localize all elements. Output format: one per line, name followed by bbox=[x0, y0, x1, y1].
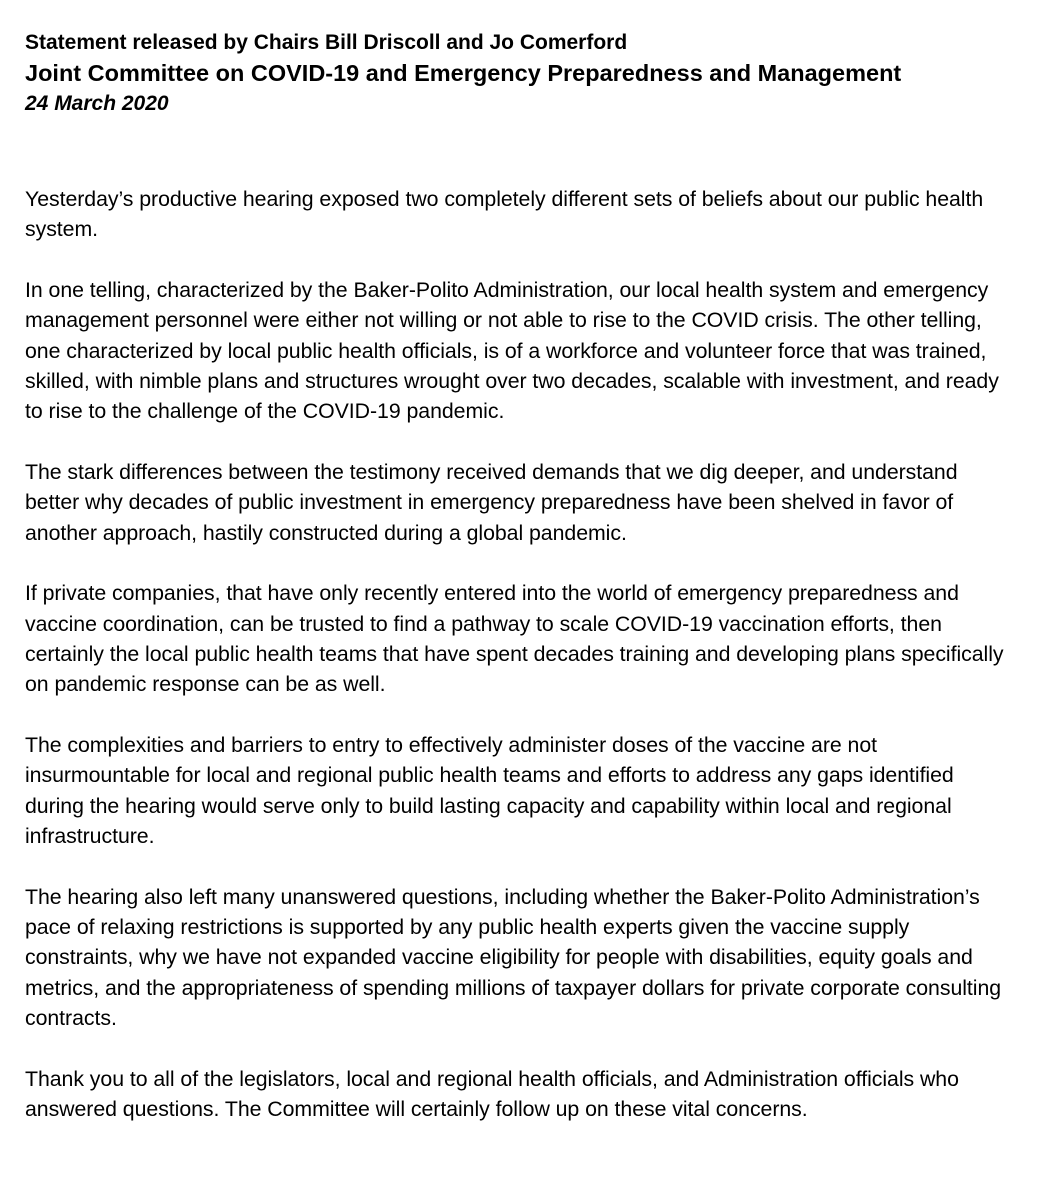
statement-header bbox=[25, 28, 1010, 118]
paragraph-2: In one telling, characterized by the Baker-Polito Administration, our local health system and emergency management personnel were either not willing or not able to rise to the COVID crisis. The other telling, one characterized by local public health officials, is of a workforce and volunteer force that was trained, skilled, with nimble plans and structures wrought over two decades, scalable with investment, and ready to rise to the challenge of the COVID-19 pandemic. bbox=[25, 278, 999, 424]
paragraph-7: Thank you to all of the legislators, local and regional health officials, and Administration officials who answered questions. The Committee will certainly follow up on these vital concerns. bbox=[25, 1066, 959, 1122]
paragraph-4: If private companies, that have only recently entered into the world of emergency preparedness and vaccine coordination, can be trusted to find a pathway to scale COVID-19 vaccination efforts, then certainly the local public health teams that have spent decades training and developing plans specifically on pandemic response can be as well. bbox=[25, 581, 1004, 697]
statement-attribution: Statement released by Chairs Bill Driscoll and Jo Comerford bbox=[25, 31, 628, 54]
paragraph-1: Yesterday’s productive hearing exposed two completely different sets of beliefs about our public health system. bbox=[25, 187, 984, 242]
committee-title: Joint Committee on COVID-19 and Emergency Preparedness and Management bbox=[25, 60, 902, 86]
statement-document bbox=[25, 28, 1010, 1124]
paragraph-6: The hearing also left many unanswered questions, including whether the Baker-Polito Administration’s pace of relaxing restrictions is supported by any public health experts given the vaccine supply constraints, why we have not expanded vaccine eligibility for people with disabilities, equity goals and metrics, and the appropriateness of spending millions of taxpayer dollars for private corporate consulting contracts. bbox=[25, 884, 1002, 1031]
paragraph-5: The complexities and barriers to entry to effectively administer doses of the vaccine are not insurmountable for local and regional public health teams and efforts to address any gaps identified during the hearing would serve only to build lasting capacity and capability within local and regional infrastructure. bbox=[25, 733, 954, 849]
paragraph-3: The stark differences between the testimony received demands that we dig deeper, and understand better why decades of public investment in emergency preparedness have been shelved in favor of another approach, hastily constructed during a global pandemic. bbox=[25, 460, 958, 545]
statement-date: 24 March 2020 bbox=[25, 92, 169, 115]
statement-body bbox=[25, 184, 1010, 1124]
